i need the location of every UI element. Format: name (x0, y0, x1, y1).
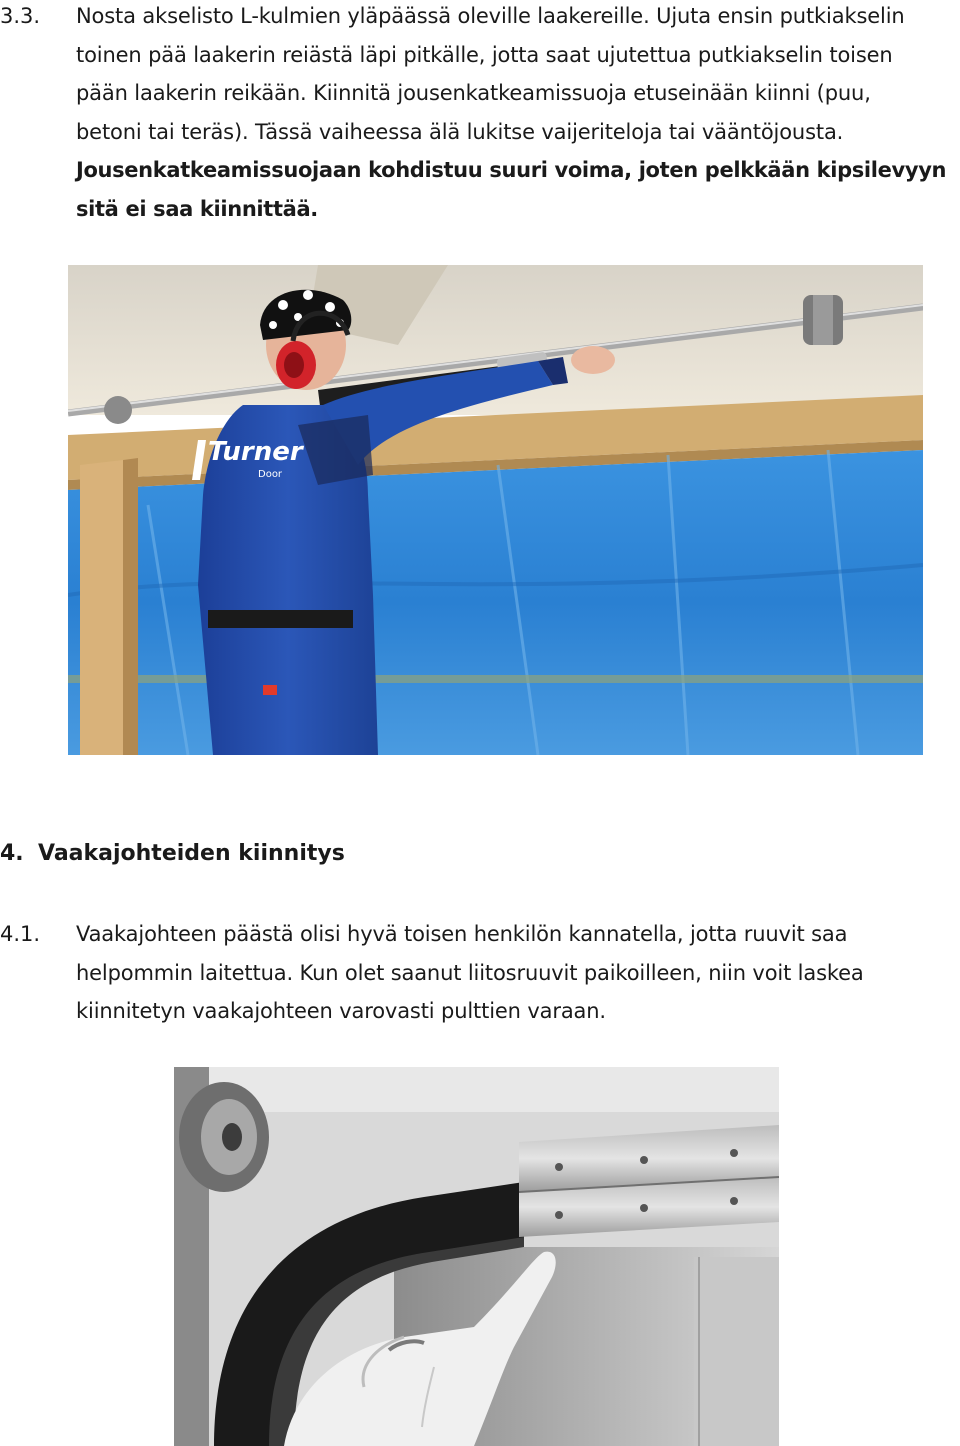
warning-line: sitä ei saa kiinnittää. (76, 196, 318, 221)
section-4-title: Vaakajohteiden kiinnitys (38, 841, 345, 866)
section-4-1-number: 4.1. (0, 922, 41, 946)
turner-logo-text: Turner (208, 437, 303, 467)
section-3-3-number: 3.3. (0, 4, 41, 28)
photo-installer-mounting-shaft (68, 265, 923, 755)
paragraph-line: Nosta akselisto L-kulmien yläpäässä oleville laakereille. Ujuta ensin putkiakselin (76, 4, 905, 28)
warning-line: Jousenkatkeamissuojaan kohdistuu suuri voima, joten pelkkään kipsilevyyn (76, 158, 947, 182)
section-3-3-text (76, 0, 946, 228)
paragraph-line: betoni tai teräs). Tässä vaiheessa älä lukitse vaijeriteloja tai vääntöjousta. (76, 119, 844, 144)
paragraph-line: kiinnitetyn vaakajohteen varovasti pulttien varaan. (76, 999, 606, 1023)
paragraph-line: Vaakajohteen päästä olisi hyvä toisen henkilön kannatella, jotta ruuvit saa (76, 922, 848, 946)
paragraph-line: pään laakerin reikään. Kiinnitä jousenkatkeamissuoja etuseinään kiinni (puu, (76, 81, 871, 105)
turner-logo-subtext: Door (258, 469, 283, 480)
section-4-heading (0, 835, 345, 873)
section-4-1-text (76, 915, 946, 1031)
section-4-number: 4. (0, 841, 24, 866)
paragraph-line: toinen pää laakerin reiästä läpi pitkälle, jotta saat ujutettua putkiakselin toisen (76, 42, 893, 67)
photo-horizontal-track-joint (174, 1067, 779, 1446)
paragraph-line: helpommin laitettua. Kun olet saanut liitosruuvit paikoilleen, niin voit laskea (76, 960, 864, 985)
